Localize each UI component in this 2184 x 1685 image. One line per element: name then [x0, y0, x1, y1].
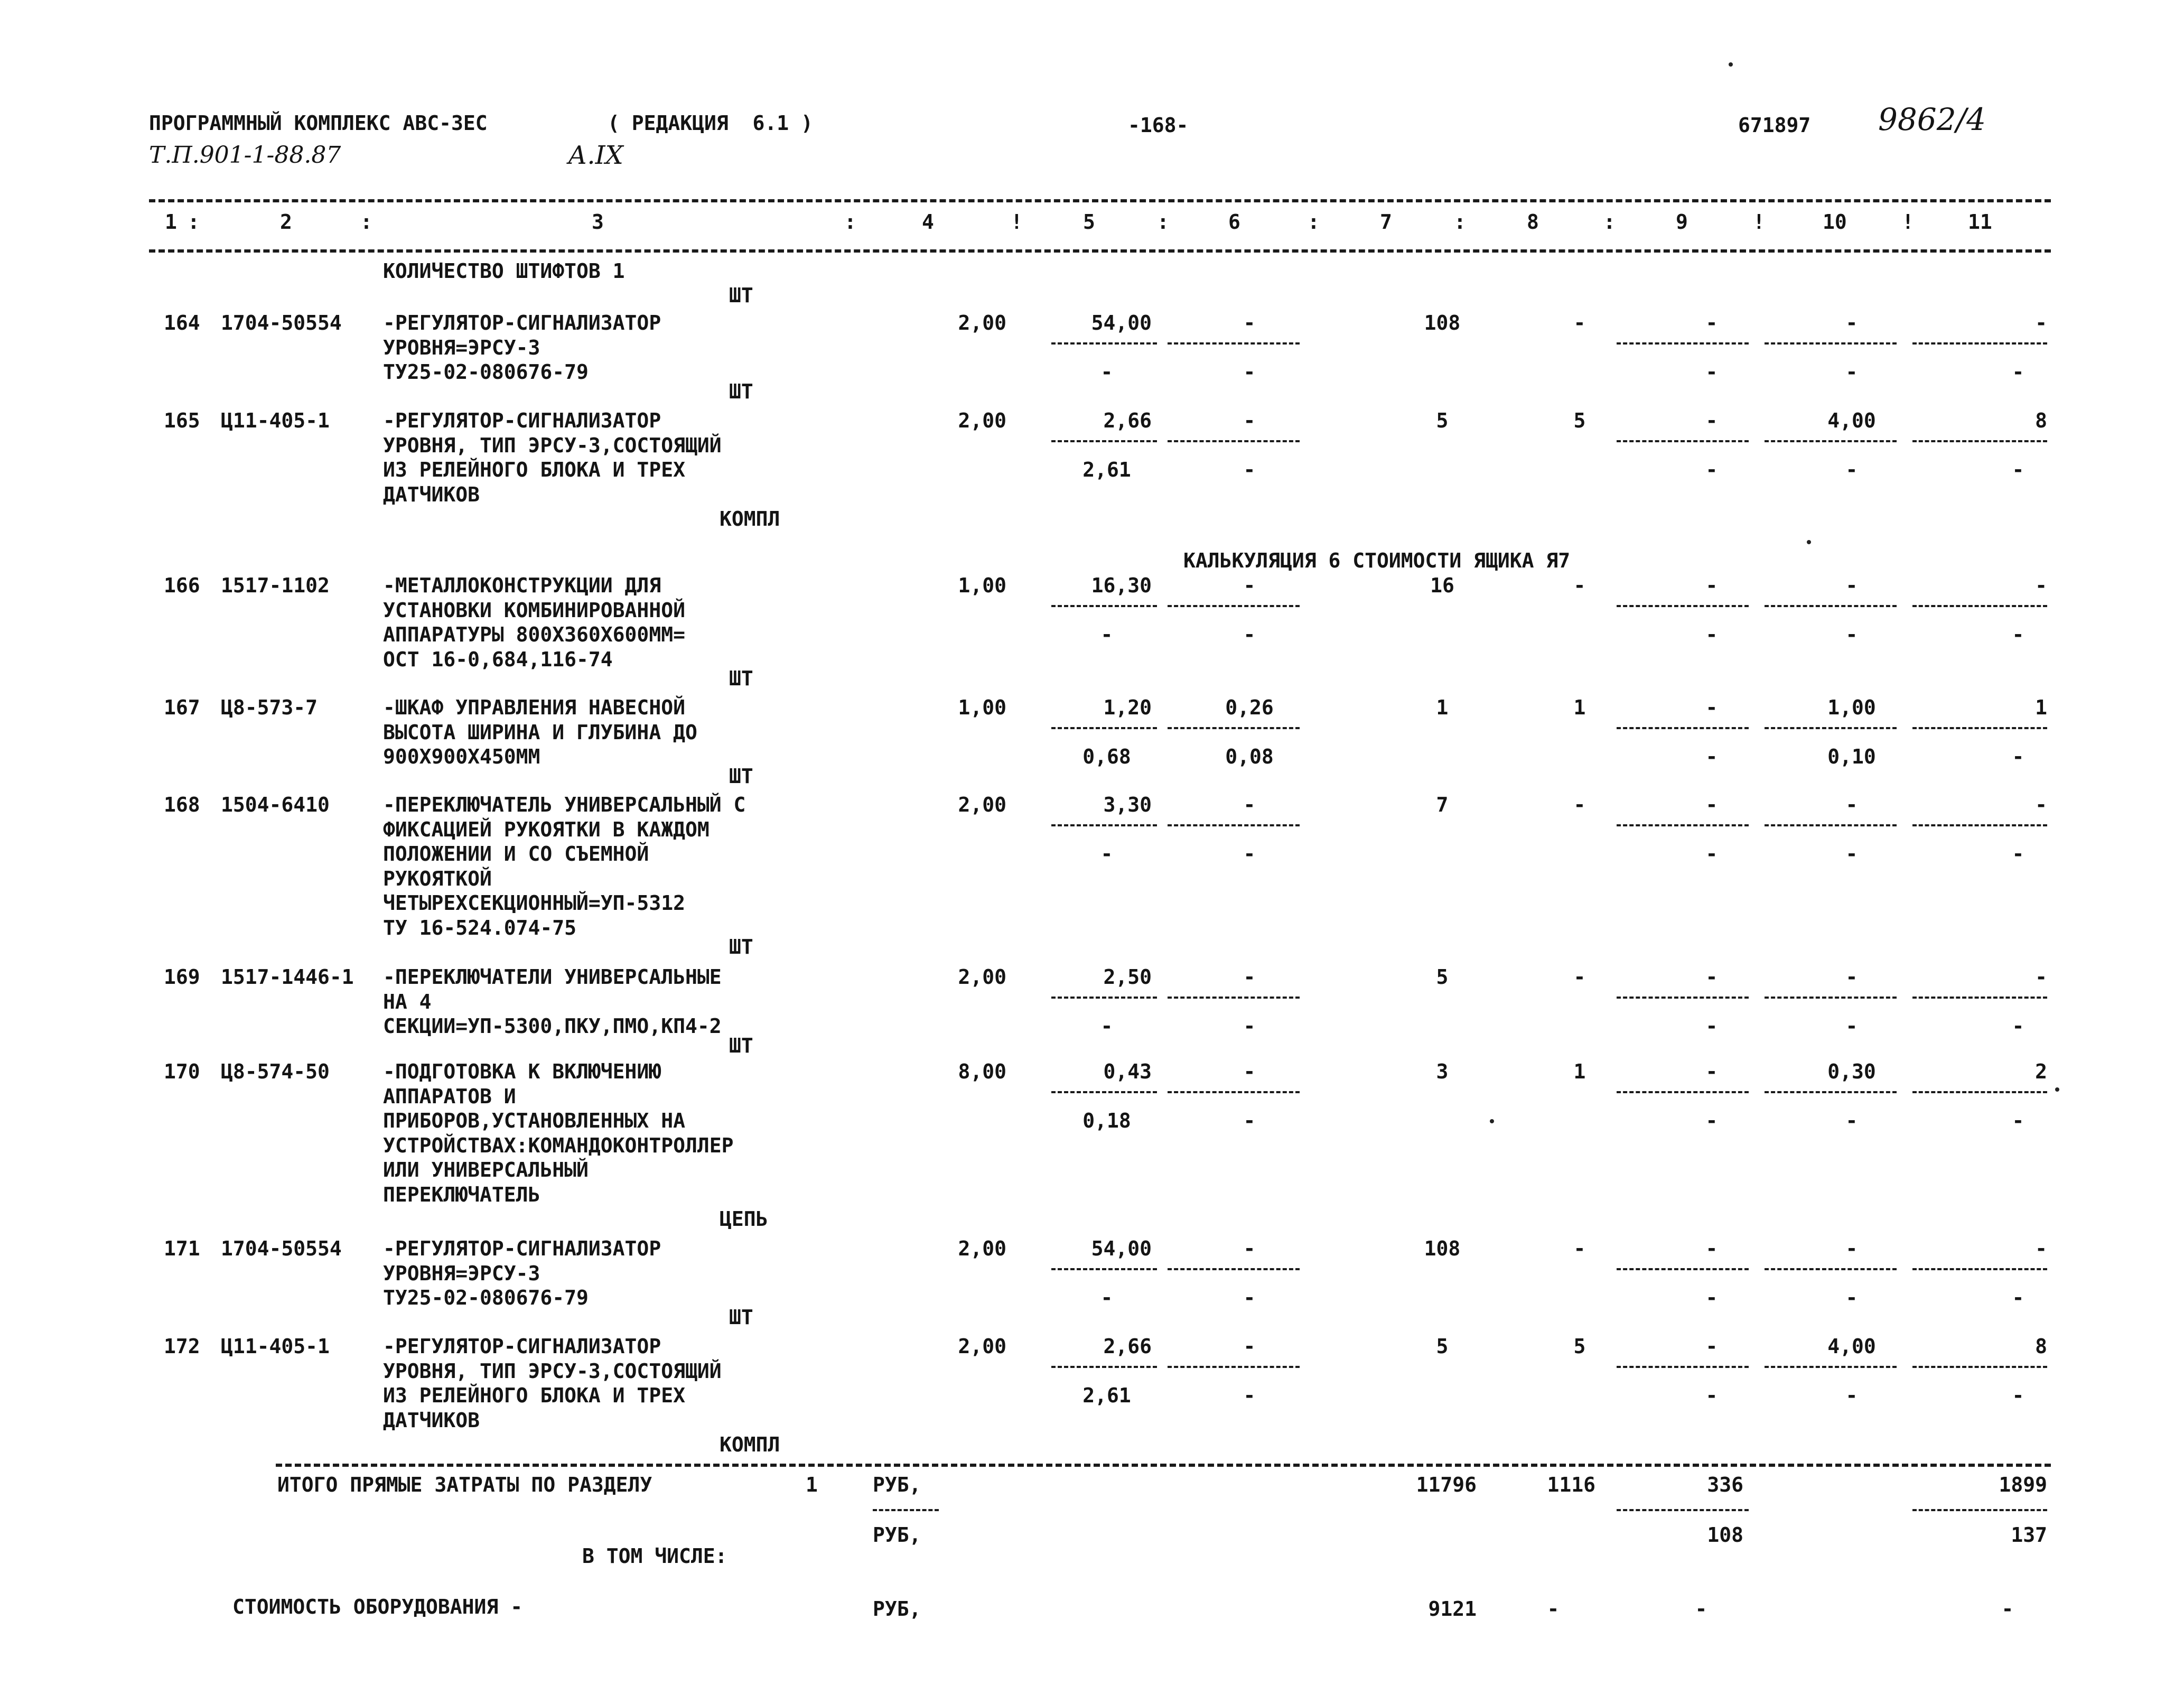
row-col5-lower: -	[1100, 1286, 1113, 1309]
row-number: 164	[164, 311, 200, 334]
row-col9-lower: -	[1705, 623, 1718, 646]
row-col7: 5	[1436, 1335, 1449, 1358]
row-desc-line: ФИКСАЦИЕЙ РУКОЯТКИ В КАЖДОМ	[383, 817, 710, 841]
row-col6: -	[1243, 793, 1256, 816]
equipment-label: СТОИМОСТЬ ОБОРУДОВАНИЯ -	[232, 1595, 523, 1618]
row-col11-lower: -	[2012, 1109, 2024, 1132]
table-top-rule	[149, 199, 2051, 202]
col9-rule	[1617, 1509, 1749, 1511]
row-desc-line: РУКОЯТКОЙ	[383, 867, 492, 890]
table-header-rule	[149, 249, 2051, 253]
row-col9-lower: -	[1705, 745, 1718, 768]
equipment-col9: -	[1695, 1597, 1707, 1621]
row-qty: 2,00	[958, 409, 1006, 432]
row-col9-lower: -	[1705, 1286, 1718, 1309]
col9-rule	[1617, 1366, 1749, 1368]
row-col9-lower: -	[1705, 1014, 1718, 1038]
row-desc-line: -РЕГУЛЯТОР-СИГНАЛИЗАТОР	[383, 409, 661, 432]
row-col6-lower: -	[1243, 1109, 1256, 1132]
row-col10-lower: -	[1845, 458, 1858, 481]
row-desc-line: ЧЕТЫРЕХСЕКЦИОННЫЙ=УП-5312	[383, 891, 685, 915]
row-col11: 8	[2035, 1335, 2047, 1358]
row-col10: -	[1845, 574, 1858, 597]
row-desc-line: ТУ25-02-080676-79	[383, 360, 589, 384]
col6-rule	[1168, 997, 1300, 999]
totals-col7: 11796	[1416, 1473, 1477, 1496]
row-col6: -	[1243, 1237, 1256, 1260]
col9-rule	[1617, 997, 1749, 999]
row-qty: 2,00	[958, 311, 1006, 334]
row-desc-line: АППАРАТУРЫ 800Х360Х600ММ=	[383, 623, 685, 646]
col-sep: :	[1603, 210, 1616, 234]
col5-rule	[1051, 440, 1157, 442]
row-desc-line: АППАРАТОВ И	[383, 1084, 516, 1108]
col10-rule	[1765, 1268, 1897, 1270]
row-desc-line: ДАТЧИКОВ	[383, 1408, 480, 1432]
col-9: 9	[1676, 210, 1688, 234]
col11-rule	[1912, 997, 2047, 999]
row-desc-line: ОСТ 16-0,684,116-74	[383, 647, 613, 671]
row-col9: -	[1705, 574, 1718, 597]
col11-rule	[1912, 1268, 2047, 1270]
equipment-col8: -	[1547, 1597, 1560, 1621]
totals-col8: 1116	[1547, 1473, 1595, 1496]
row-desc-line: -ПЕРЕКЛЮЧАТЕЛЬ УНИВЕРСАЛЬНЫЙ С	[383, 793, 746, 816]
row-unit: ШТ	[729, 667, 753, 690]
row-qty: 2,00	[958, 1237, 1006, 1260]
row-desc-line: ИЗ РЕЛЕЙНОГО БЛОКА И ТРЕХ	[383, 458, 685, 481]
col6-rule	[1168, 605, 1300, 607]
row-col9: -	[1705, 409, 1718, 432]
row-desc-line: ИЛИ УНИВЕРСАЛЬНЫЙ	[383, 1158, 589, 1181]
row-desc-line: УСТРОЙСТВАХ:КОМАНДОКОНТРОЛЛЕР	[383, 1133, 734, 1157]
row-col9-lower: -	[1705, 1109, 1718, 1132]
row-col10: -	[1845, 1237, 1858, 1260]
row-col5: 2,66	[1103, 1335, 1152, 1358]
col11-rule	[1912, 605, 2047, 607]
row-col9-lower: -	[1705, 360, 1718, 384]
col11-rule	[1912, 824, 2047, 826]
col11-rule	[1912, 342, 2047, 345]
row-col11-lower: -	[2012, 623, 2024, 646]
col-sep: :	[1157, 210, 1169, 234]
col5-rule	[1051, 605, 1157, 607]
row-qty: 1,00	[958, 574, 1006, 597]
row-number: 166	[164, 574, 200, 597]
row-col5: 16,30	[1091, 574, 1152, 597]
totals-currency: РУБ,	[873, 1473, 921, 1496]
col-sep: :	[1454, 210, 1466, 234]
row-desc-line: ТУ25-02-080676-79	[383, 1286, 589, 1309]
row-col8: 5	[1573, 1335, 1586, 1358]
row-col7: 108	[1424, 1237, 1461, 1260]
row-number: 167	[164, 696, 200, 719]
row-col6-lower: -	[1243, 1384, 1256, 1407]
col11-rule	[1912, 727, 2047, 729]
row-col10-lower: -	[1845, 1384, 1858, 1407]
row-col10: 4,00	[1827, 1335, 1876, 1358]
row-col5: 54,00	[1091, 1237, 1152, 1260]
row-col5: 54,00	[1091, 311, 1152, 334]
row-qty: 2,00	[958, 1335, 1006, 1358]
row-qty: 1,00	[958, 696, 1006, 719]
handwritten-ref: 9862/4	[1878, 101, 1986, 137]
row-col10-lower: -	[1845, 360, 1858, 384]
col9-rule	[1617, 440, 1749, 442]
row-col6: -	[1243, 1335, 1256, 1358]
totals-col11: 1899	[1999, 1473, 2047, 1496]
speck	[1729, 62, 1733, 67]
row-col5-lower: -	[1100, 623, 1113, 646]
col6-rule	[1168, 342, 1300, 345]
row-col6: -	[1243, 574, 1256, 597]
row-col10: -	[1845, 965, 1858, 989]
row-col10-lower: -	[1845, 842, 1858, 865]
row-col5-lower: 0,68	[1082, 745, 1131, 768]
row-unit: ЦЕПЬ	[720, 1207, 768, 1231]
row-col8: 5	[1573, 409, 1586, 432]
row-qty: 8,00	[958, 1060, 1006, 1083]
row-desc-line: УРОВНЯ=ЭРСУ-3	[383, 1261, 540, 1285]
equipment-col11: -	[2001, 1597, 2014, 1621]
program-name: ПРОГРАММНЫЙ КОМПЛЕКС АВС-3ЕС	[149, 111, 488, 135]
row-col11-lower: -	[2012, 458, 2024, 481]
speck	[1807, 540, 1811, 544]
row-col11: 8	[2035, 409, 2047, 432]
row-col6-lower: -	[1243, 623, 1256, 646]
col-6: 6	[1228, 210, 1240, 234]
row-col11: -	[2035, 574, 2047, 597]
row-col9: -	[1705, 965, 1718, 989]
row-col11-lower: -	[2012, 1014, 2024, 1038]
totals-section: 1	[806, 1473, 818, 1496]
col6-rule	[1168, 1268, 1300, 1270]
row-col6-lower: -	[1243, 842, 1256, 865]
col-4: 4	[922, 210, 934, 234]
col5-rule	[1051, 342, 1157, 345]
row-unit: ШТ	[729, 1034, 753, 1057]
row-desc-line: -МЕТАЛЛОКОНСТРУКЦИИ ДЛЯ	[383, 574, 661, 597]
row-col5: 0,43	[1103, 1060, 1152, 1083]
row-col6-lower: 0,08	[1225, 745, 1274, 768]
row-code: 1704-50554	[221, 311, 342, 334]
col10-rule	[1765, 824, 1897, 826]
col10-rule	[1765, 1366, 1897, 1368]
row-col5-lower: -	[1100, 1014, 1113, 1038]
row-code: Ц11-405-1	[221, 1335, 330, 1358]
row-desc-line: УСТАНОВКИ КОМБИНИРОВАННОЙ	[383, 598, 685, 622]
row-col6: -	[1243, 409, 1256, 432]
col11-rule	[1912, 440, 2047, 442]
col-sep: !	[1753, 210, 1765, 234]
col10-rule	[1765, 342, 1897, 345]
row-col7: 16	[1430, 574, 1454, 597]
row-unit: ШТ	[729, 1305, 753, 1329]
row-col6: 0,26	[1225, 696, 1274, 719]
row-col11: 2	[2035, 1060, 2047, 1083]
row-col11: 1	[2035, 696, 2047, 719]
row-col10-lower: 0,10	[1827, 745, 1876, 768]
row-code: Ц11-405-1	[221, 409, 330, 432]
row-desc-line: ПЕРЕКЛЮЧАТЕЛЬ	[383, 1183, 540, 1206]
row-col5: 2,50	[1103, 965, 1152, 989]
col-10: 10	[1823, 210, 1847, 234]
row-col7: 108	[1424, 311, 1461, 334]
col-7: 7	[1380, 210, 1392, 234]
totals-col11-b: 137	[2011, 1523, 2047, 1547]
row-col10: 0,30	[1827, 1060, 1876, 1083]
row-col9-lower: -	[1705, 1384, 1718, 1407]
col11-rule	[1912, 1091, 2047, 1093]
row-col7: 3	[1436, 1060, 1449, 1083]
totals-currency-b: РУБ,	[873, 1523, 921, 1547]
col-2: 2	[280, 210, 292, 234]
row-desc-line: ПОЛОЖЕНИИ И СО СЪЕМНОЙ	[383, 842, 649, 865]
row-col10: -	[1845, 793, 1858, 816]
row-col8: -	[1573, 1237, 1586, 1260]
col-3: 3	[592, 210, 604, 234]
row-col9: -	[1705, 696, 1718, 719]
row-number: 169	[164, 965, 200, 989]
col-8: 8	[1527, 210, 1539, 234]
row-col6-lower: -	[1243, 1286, 1256, 1309]
row-col10-lower: -	[1845, 623, 1858, 646]
row-desc-line: -РЕГУЛЯТОР-СИГНАЛИЗАТОР	[383, 311, 661, 334]
row-number: 165	[164, 409, 200, 432]
row-col6-lower: -	[1243, 1014, 1256, 1038]
row-col9: -	[1705, 793, 1718, 816]
col10-rule	[1765, 727, 1897, 729]
row-col6-lower: -	[1243, 458, 1256, 481]
row-col11: -	[2035, 311, 2047, 334]
row-number: 170	[164, 1060, 200, 1083]
col6-rule	[1168, 824, 1300, 826]
col5-rule	[1051, 1366, 1157, 1368]
col5-rule	[1051, 997, 1157, 999]
row-col11-lower: -	[2012, 842, 2024, 865]
row-col7: 7	[1436, 793, 1449, 816]
totals-col9: 336	[1707, 1473, 1743, 1496]
col9-rule	[1617, 1091, 1749, 1093]
col6-rule	[1168, 440, 1300, 442]
totals-label: ИТОГО ПРЯМЫЕ ЗАТРАТЫ ПО РАЗДЕЛУ	[277, 1473, 652, 1496]
row-code: 1504-6410	[221, 793, 330, 816]
row-code: 1517-1102	[221, 574, 330, 597]
col5-rule	[1051, 727, 1157, 729]
row-col9-lower: -	[1705, 458, 1718, 481]
col10-rule	[1765, 1091, 1897, 1093]
col-11: 11	[1968, 210, 1992, 234]
col-5: 5	[1083, 210, 1095, 234]
row-col8: -	[1573, 965, 1586, 989]
col-sep: !	[1902, 210, 1914, 234]
row-col7: 5	[1436, 965, 1449, 989]
row-number: 168	[164, 793, 200, 816]
row-col6: -	[1243, 965, 1256, 989]
row-number: 172	[164, 1335, 200, 1358]
row-col10: 1,00	[1827, 696, 1876, 719]
col11-rule	[1912, 1509, 2047, 1511]
speck	[1490, 1119, 1494, 1123]
col-sep: :	[188, 210, 200, 234]
row-col5-lower: 2,61	[1082, 1384, 1131, 1407]
row-unit: КОМПЛ	[720, 1433, 780, 1456]
row-desc-line: 900Х900Х450ММ	[383, 745, 540, 768]
row-col5: 2,66	[1103, 409, 1152, 432]
row-col11-lower: -	[2012, 360, 2024, 384]
row-desc-line: ДАТЧИКОВ	[383, 482, 480, 506]
col9-rule	[1617, 1268, 1749, 1270]
page-number: -168-	[1128, 114, 1189, 137]
col10-rule	[1765, 997, 1897, 999]
document-code: 671897	[1738, 114, 1811, 137]
col10-rule	[1765, 605, 1897, 607]
row-code: Ц8-574-50	[221, 1060, 330, 1083]
row-unit: ШТ	[729, 379, 753, 403]
row-qty: 2,00	[958, 793, 1006, 816]
edition: ( РЕДАКЦИЯ 6.1 )	[608, 111, 813, 135]
row-desc-line: ВЫСОТА ШИРИНА И ГЛУБИНА ДО	[383, 720, 697, 744]
row-col11: -	[2035, 965, 2047, 989]
col5-rule	[1051, 1268, 1157, 1270]
equipment-currency: РУБ,	[873, 1597, 921, 1621]
row-col11-lower: -	[2012, 1286, 2024, 1309]
row-col7: 1	[1436, 696, 1449, 719]
row-col11-lower: -	[2012, 745, 2024, 768]
col-sep: :	[360, 210, 372, 234]
row-col9: -	[1705, 1237, 1718, 1260]
row-col11-lower: -	[2012, 1384, 2024, 1407]
row-desc-line: УРОВНЯ, ТИП ЭРСУ-3,СОСТОЯЩИЙ	[383, 433, 722, 457]
row-unit: КОМПЛ	[720, 507, 780, 530]
row-col7: 5	[1436, 409, 1449, 432]
row-col11: -	[2035, 793, 2047, 816]
row-col5-lower: 0,18	[1082, 1109, 1131, 1132]
row-col8: 1	[1573, 1060, 1586, 1083]
col5-rule	[1051, 1091, 1157, 1093]
row-qty: 2,00	[958, 965, 1006, 989]
row-col5-lower: 2,61	[1082, 458, 1131, 481]
col6-rule	[1168, 1091, 1300, 1093]
totals-rule	[276, 1464, 2051, 1467]
col-sep: :	[844, 210, 856, 234]
row-desc-line: ИЗ РЕЛЕЙНОГО БЛОКА И ТРЕХ	[383, 1384, 685, 1407]
row-desc-line: СЕКЦИИ=УП-5300,ПКУ,ПМО,КП4-2	[383, 1014, 722, 1038]
row-col5-lower: -	[1100, 842, 1113, 865]
row-code: Ц8-573-7	[221, 696, 318, 719]
row-col9-lower: -	[1705, 842, 1718, 865]
row-unit: ШТ	[729, 935, 753, 958]
col6-rule	[1168, 1366, 1300, 1368]
project-number: Т.П.901-1-88.87	[149, 142, 341, 169]
row-desc-line: ТУ 16-524.074-75	[383, 916, 577, 939]
row-col8: 1	[1573, 696, 1586, 719]
pins-note: КОЛИЧЕСТВО ШТИФТОВ 1	[383, 259, 625, 283]
equipment-col7: 9121	[1428, 1597, 1477, 1621]
row-code: 1704-50554	[221, 1237, 342, 1260]
col9-rule	[1617, 727, 1749, 729]
row-col9: -	[1705, 311, 1718, 334]
row-col11: -	[2035, 1237, 2047, 1260]
row-unit: ШТ	[729, 764, 753, 788]
row-col10: 4,00	[1827, 409, 1876, 432]
col-1: 1	[165, 210, 177, 234]
row-col6: -	[1243, 1060, 1256, 1083]
including-label: В ТОМ ЧИСЛЕ:	[582, 1544, 727, 1568]
row-desc-line: ПРИБОРОВ,УСТАНОВЛЕННЫХ НА	[383, 1109, 685, 1132]
row-col10-lower: -	[1845, 1109, 1858, 1132]
row-col5: 1,20	[1103, 696, 1152, 719]
row-desc-line: -ШКАФ УПРАВЛЕНИЯ НАВЕСНОЙ	[383, 696, 685, 719]
col9-rule	[1617, 824, 1749, 826]
row-col8: -	[1573, 574, 1586, 597]
row-desc-line: -ПОДГОТОВКА К ВКЛЮЧЕНИЮ	[383, 1060, 661, 1083]
row-col6-lower: -	[1243, 360, 1256, 384]
col6-rule	[1168, 727, 1300, 729]
row-desc-line: УРОВНЯ, ТИП ЭРСУ-3,СОСТОЯЩИЙ	[383, 1359, 722, 1383]
row-col6: -	[1243, 311, 1256, 334]
row-col10-lower: -	[1845, 1014, 1858, 1038]
row-desc-line: -РЕГУЛЯТОР-СИГНАЛИЗАТОР	[383, 1335, 661, 1358]
col5-rule	[1051, 824, 1157, 826]
row-col9: -	[1705, 1335, 1718, 1358]
row-col9: -	[1705, 1060, 1718, 1083]
row-desc-line: -РЕГУЛЯТОР-СИГНАЛИЗАТОР	[383, 1237, 661, 1260]
row-col8: -	[1573, 311, 1586, 334]
row-col5: 3,30	[1103, 793, 1152, 816]
row-col8: -	[1573, 793, 1586, 816]
col-sep: !	[1011, 210, 1023, 234]
row-col5-lower: -	[1100, 360, 1113, 384]
row-desc-line: УРОВНЯ=ЭРСУ-3	[383, 336, 540, 359]
col9-rule	[1617, 605, 1749, 607]
row-number: 171	[164, 1237, 200, 1260]
col-sep: :	[1308, 210, 1320, 234]
album-number: А.IX	[568, 141, 623, 170]
col11-rule	[1912, 1366, 2047, 1368]
totals-col9-b: 108	[1707, 1523, 1743, 1547]
row-desc-line: -ПЕРЕКЛЮЧАТЕЛИ УНИВЕРСАЛЬНЫЕ	[383, 965, 722, 989]
row-col10: -	[1845, 311, 1858, 334]
row-code: 1517-1446-1	[221, 965, 354, 989]
section-heading: КАЛЬКУЛЯЦИЯ 6 СТОИМОСТИ ЯЩИКА Я7	[1183, 549, 1571, 572]
row-desc-line: НА 4	[383, 990, 432, 1013]
col10-rule	[1765, 440, 1897, 442]
speck	[2055, 1087, 2059, 1092]
unit-label: ШТ	[729, 284, 753, 307]
currency-rule	[873, 1509, 939, 1511]
row-col10-lower: -	[1845, 1286, 1858, 1309]
col9-rule	[1617, 342, 1749, 345]
